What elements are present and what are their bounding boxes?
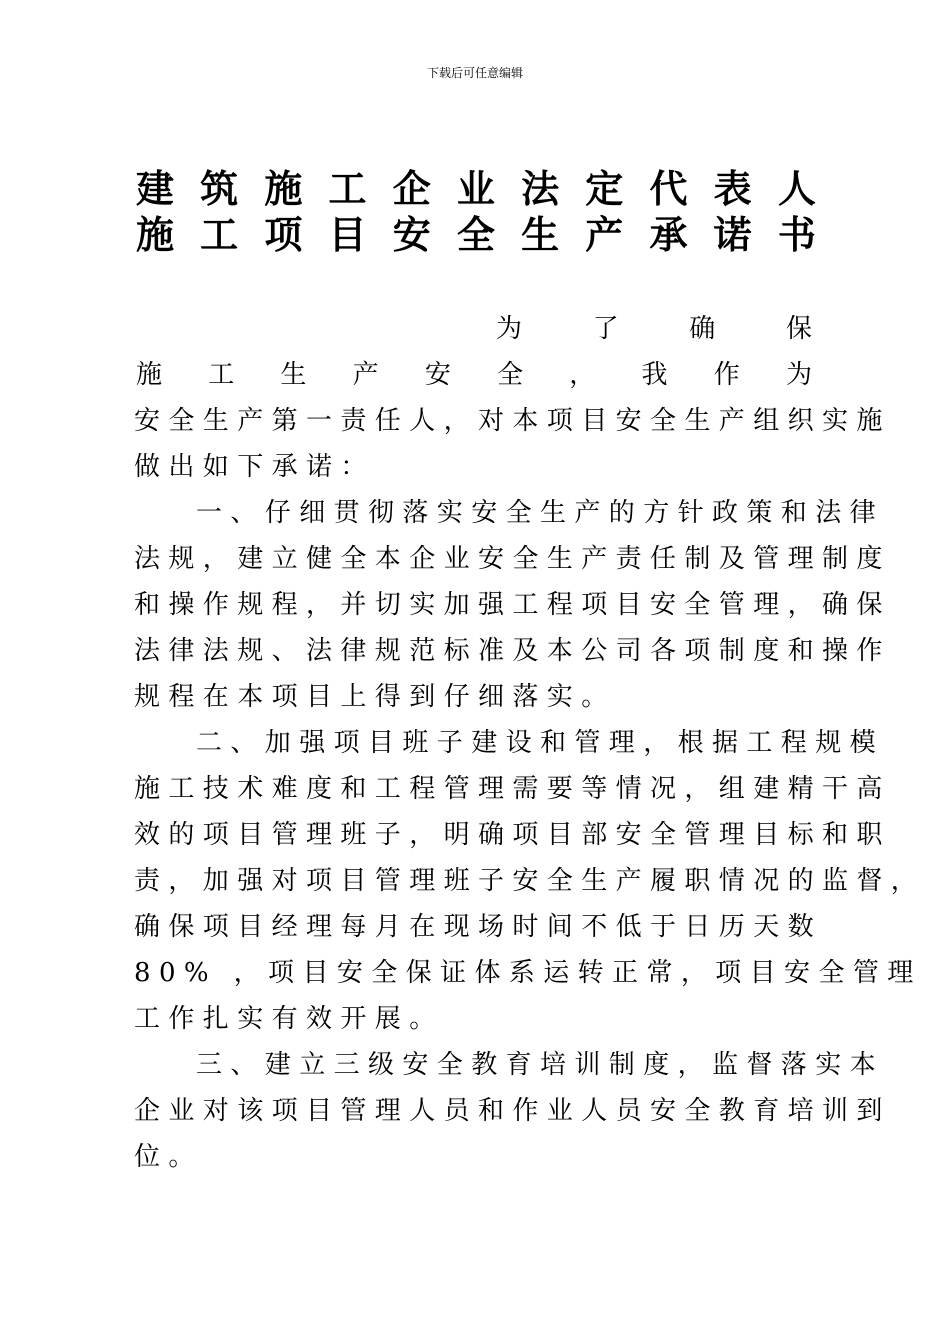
glyph: 施 bbox=[264, 167, 303, 211]
glyph: ， bbox=[569, 360, 596, 390]
paragraph-1-line-2: 法规，建立健全本企业安全生产责任制及管理制度 bbox=[134, 544, 891, 574]
document-title-line-1 bbox=[134, 166, 818, 212]
paragraph-3-line-3: 位。 bbox=[134, 1142, 203, 1172]
glyph: 施 bbox=[135, 213, 174, 257]
glyph: 安 bbox=[392, 213, 431, 257]
glyph: 人 bbox=[777, 167, 816, 211]
glyph: 安 bbox=[424, 360, 451, 390]
paragraph-2-line-6: 80% ，项目安全保证体系运转正常，项目安全管理 bbox=[134, 958, 922, 988]
glyph: 我 bbox=[641, 360, 668, 390]
glyph: 业 bbox=[456, 167, 495, 211]
glyph: 产 bbox=[585, 213, 624, 257]
glyph: 诺 bbox=[713, 213, 752, 257]
glyph: 保 bbox=[785, 314, 812, 344]
glyph: 作 bbox=[713, 360, 740, 390]
glyph: 表 bbox=[713, 167, 752, 211]
glyph: 目 bbox=[328, 213, 367, 257]
header-note: 下载后可任意编辑 bbox=[426, 66, 523, 80]
glyph: 生 bbox=[521, 213, 560, 257]
paragraph-1-line-5: 规程在本项目上得到仔细落实。 bbox=[134, 682, 616, 712]
glyph: 产 bbox=[352, 360, 379, 390]
paragraph-3-line-2: 企业对该项目管理人员和作业人员安全教育培训到 bbox=[134, 1096, 891, 1126]
paragraph-3-line-1: 三、建立三级安全教育培训制度，监督落实本 bbox=[196, 1050, 885, 1080]
paragraph-2-line-7: 工作扎实有效开展。 bbox=[134, 1004, 444, 1034]
glyph: 工 bbox=[200, 213, 239, 257]
document-title-line-2 bbox=[134, 212, 818, 258]
glyph: 企 bbox=[392, 167, 431, 211]
paragraph-2-line-2: 施工技术难度和工程管理需要等情况，组建精干高 bbox=[134, 774, 891, 804]
paragraph-2-line-4: 责，加强对项目管理班子安全生产履职情况的监督， bbox=[134, 866, 926, 896]
glyph: 代 bbox=[649, 167, 688, 211]
paragraph-2-line-1: 二、加强项目班子建设和管理，根据工程规模 bbox=[196, 728, 885, 758]
glyph: 工 bbox=[328, 167, 367, 211]
glyph: 书 bbox=[777, 213, 816, 257]
glyph: 全 bbox=[456, 213, 495, 257]
glyph: 全 bbox=[497, 360, 524, 390]
glyph: 为 bbox=[495, 314, 522, 344]
glyph: 生 bbox=[280, 360, 307, 390]
intro-row-4: 做出如下承诺： bbox=[134, 452, 375, 482]
glyph: 项 bbox=[264, 213, 303, 257]
glyph: 定 bbox=[585, 167, 624, 211]
paragraph-1-line-4: 法律法规、法律规范标准及本公司各项制度和操作 bbox=[134, 636, 891, 666]
glyph: 建 bbox=[135, 167, 174, 211]
intro-row-3: 安全生产第一责任人，对本项目安全生产组织实施 bbox=[134, 406, 891, 436]
intro-row-1 bbox=[494, 306, 814, 352]
glyph: 了 bbox=[592, 314, 619, 344]
glyph: 施 bbox=[135, 360, 162, 390]
glyph: 筑 bbox=[200, 167, 239, 211]
paragraph-1-line-1: 一、仔细贯彻落实安全生产的方针政策和法律 bbox=[196, 498, 885, 528]
glyph: 确 bbox=[689, 314, 716, 344]
glyph: 工 bbox=[208, 360, 235, 390]
paragraph-2-line-3: 效的项目管理班子，明确项目部安全管理目标和职 bbox=[134, 820, 891, 850]
intro-row-2 bbox=[134, 352, 814, 398]
glyph: 承 bbox=[649, 213, 688, 257]
paragraph-1-line-3: 和操作规程，并切实加强工程项目安全管理，确保 bbox=[134, 590, 891, 620]
glyph: 为 bbox=[785, 360, 812, 390]
paragraph-2-line-5: 确保项目经理每月在现场时间不低于日历天数 bbox=[134, 912, 823, 942]
glyph: 法 bbox=[521, 167, 560, 211]
